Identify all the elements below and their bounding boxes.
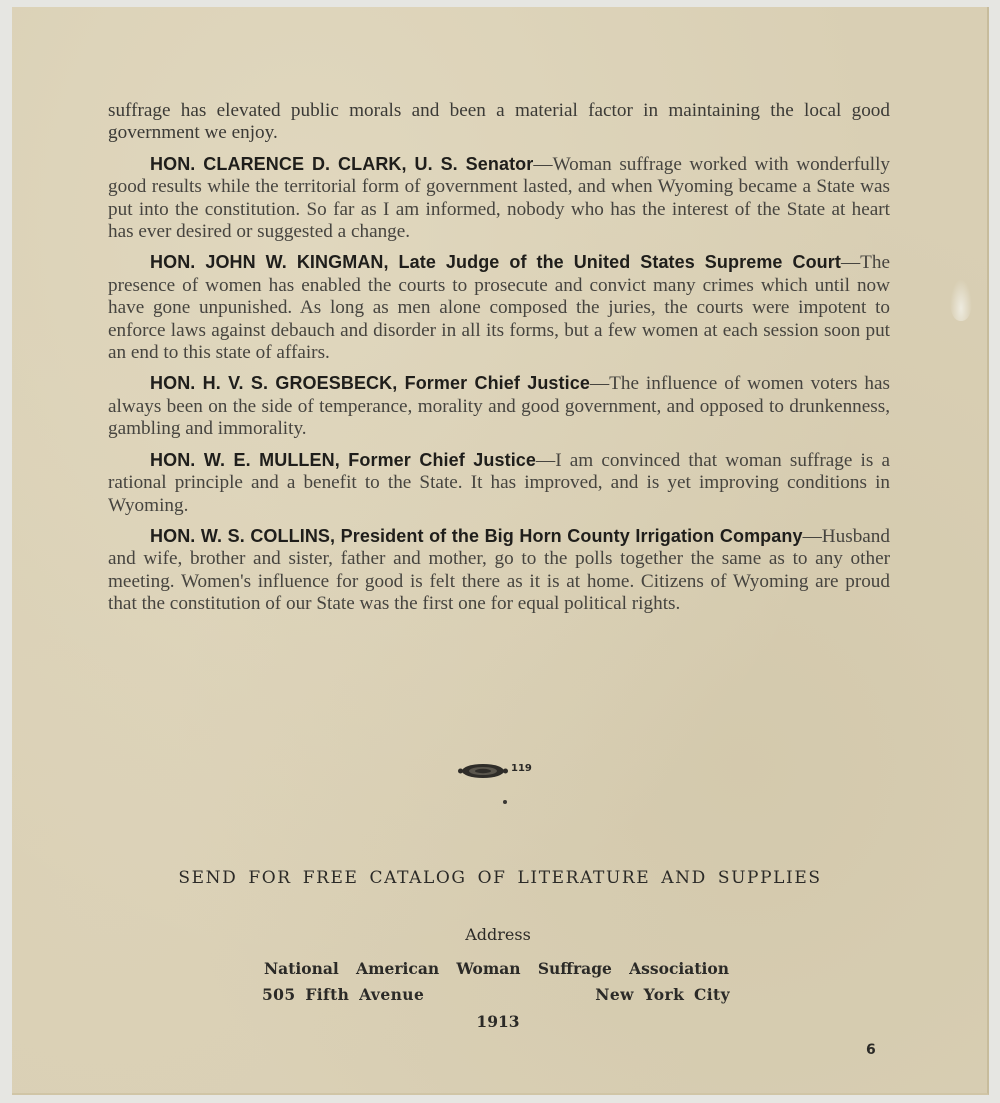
print-dot [503,800,507,804]
opening-fragment: suffrage has elevated public morals and been a material factor in maintaining the local good government we enjoy. [108,100,890,144]
union-bug-icon [457,762,509,780]
testimonial-speaker: HON. CLARENCE D. CLARK, U. S. Senator [150,153,534,174]
body-text [108,100,890,624]
testimonial-kingman [108,251,890,364]
testimonial-clark [108,153,890,244]
address-line [262,985,730,1004]
union-label-number: 119 [511,763,532,774]
testimonial-quote: —Woman suffrage worked with wonderfully good results while the territorial form of government lasted, and when Wyoming became a State was put into the constitution. So far as I am informed, nobody who has the interest of the State at heart has ever desired or suggested a change. [108,153,890,243]
testimonial-speaker: HON. JOHN W. KINGMAN, Late Judge of the United States Supreme Court [150,252,841,273]
street-address: 505 Fifth Avenue [262,985,425,1004]
testimonial-collins [108,525,890,616]
testimonial-quote: —The influence of women voters has always been on the side of temperance, morality and good government, and opposed to drunkenness, gambling and immorality. [108,373,890,440]
publication-year: 1913 [476,1012,520,1031]
organization-word: National [264,959,339,978]
address-label: Address [465,925,531,944]
testimonial-groesbeck [108,372,890,440]
organization-word: American [356,959,440,978]
organization-word: Suffrage [537,959,612,978]
testimonial-quote: —The presence of women has enabled the courts to prosecute and convict many crimes which until now have gone unpunished. As long as men alone composed the juries, the courts were impotent to enforce laws against debauch and disorder in all its forms, but a few women at each session soon put an end to this state of affairs. [108,252,890,364]
testimonial-speaker: HON. H. V. S. GROESBECK, Former Chief Justice [150,373,590,394]
testimonial-quote: —Husband and wife, brother and sister, father and mother, go to the polls together the same as to any other meeting. Women's influence for good is felt there as it is at home. Citizens of Wyoming are proud that the constitution of our State was the first one for equal political rights. [108,525,890,615]
organization-word: Association [629,959,729,978]
catalog-notice: SEND FOR FREE CATALOG OF LITERATURE AND SUPPLIES [178,868,822,888]
organization-name [264,959,729,978]
testimonial-mullen [108,449,890,517]
organization-word: Woman [456,959,521,978]
testimonial-speaker: HON. W. S. COLLINS, President of the Big Horn County Irrigation Company [150,525,803,546]
page-number: 6 [866,1042,876,1058]
testimonial-quote: —I am convinced that woman suffrage is a rational principle and a benefit to the State. It has improved, and is yet improving conditions in Wyoming. [108,449,891,516]
opening-paragraph [108,100,890,145]
city: New York City [595,985,730,1004]
paper-stain [950,279,972,321]
testimonial-speaker: HON. W. E. MULLEN, Former Chief Justice [150,449,537,470]
